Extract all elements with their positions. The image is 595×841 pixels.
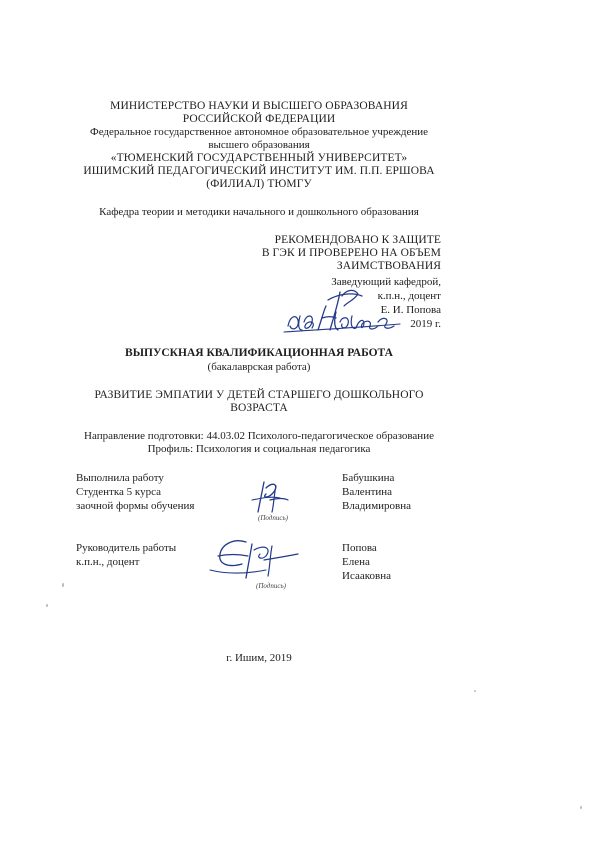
scan-speck <box>580 806 582 809</box>
topic-line-1: РАЗВИТИЕ ЭМПАТИИ У ДЕТЕЙ СТАРШЕГО ДОШКОЛЬНОГО <box>94 389 424 401</box>
scan-speck <box>474 690 476 692</box>
institution-level-line: высшего образования <box>208 139 310 151</box>
institute-line: ИШИМСКИЙ ПЕДАГОГИЧЕСКИЙ ИНСТИТУТ ИМ. П.П. ЕРШОВА <box>83 165 435 177</box>
student-surname: Бабушкина <box>342 472 395 484</box>
approval-line-2: В ГЭК И ПРОВЕРЕНО НА ОБЪЕМ <box>261 247 441 259</box>
approval-line-1: РЕКОМЕНДОВАНО К ЗАЩИТЕ <box>274 234 441 246</box>
approval-line-3: ЗАИМСТВОВАНИЯ <box>336 260 441 272</box>
student-label-3: заочной формы обучения <box>76 500 195 512</box>
supervisor-label-2: к.п.н., доцент <box>76 556 140 568</box>
head-title: Заведующий кафедрой, <box>331 276 441 288</box>
supervisor-patronymic: Исааковна <box>342 570 391 582</box>
head-signature <box>282 286 412 338</box>
branch-line: (ФИЛИАЛ) ТЮМГУ <box>206 178 312 190</box>
ministry-line: МИНИСТЕРСТВО НАУКИ И ВЫСШЕГО ОБРАЗОВАНИЯ <box>110 100 408 112</box>
direction-line: Направление подготовки: 44.03.02 Психолого-педагогическое образование <box>84 430 434 442</box>
scan-speck <box>62 583 64 587</box>
student-first-name: Валентина <box>342 486 393 498</box>
place-year: г. Ишим, 2019 <box>226 652 292 664</box>
student-label-1: Выполнила работу <box>76 472 164 484</box>
supervisor-label-1: Руководитель работы <box>76 542 177 554</box>
student-label-2: Студентка 5 курса <box>76 486 161 498</box>
head-degree: к.п.н., доцент <box>377 290 441 302</box>
supervisor-first-name: Елена <box>342 556 370 568</box>
student-patronymic: Владимировна <box>342 500 412 512</box>
head-name: Е. И. Попова <box>380 304 441 316</box>
supervisor-surname: Попова <box>342 542 377 554</box>
topic-line-2: ВОЗРАСТА <box>230 402 288 414</box>
university-line: «ТЮМЕНСКИЙ ГОСУДАРСТВЕННЫЙ УНИВЕРСИТЕТ» <box>110 152 408 164</box>
approval-year: 2019 г. <box>410 318 441 330</box>
institution-type-line: Федеральное государственное автономное образовательное учреждение <box>90 126 428 138</box>
supervisor-signature-caption: (Подпись) <box>256 582 286 590</box>
work-subtitle: (бакалаврская работа) <box>207 361 311 373</box>
supervisor-signature <box>206 534 306 582</box>
scan-speck <box>46 604 48 607</box>
department-line: Кафедра теории и методики начального и дошкольного образования <box>99 206 419 218</box>
country-line: РОССИЙСКОЙ ФЕДЕРАЦИИ <box>182 113 336 125</box>
student-signature <box>246 478 296 516</box>
work-title: ВЫПУСКНАЯ КВАЛИФИКАЦИОННАЯ РАБОТА <box>125 347 393 359</box>
profile-line: Профиль: Психология и социальная педагогика <box>147 443 371 455</box>
student-signature-caption: (Подпись) <box>258 514 288 522</box>
